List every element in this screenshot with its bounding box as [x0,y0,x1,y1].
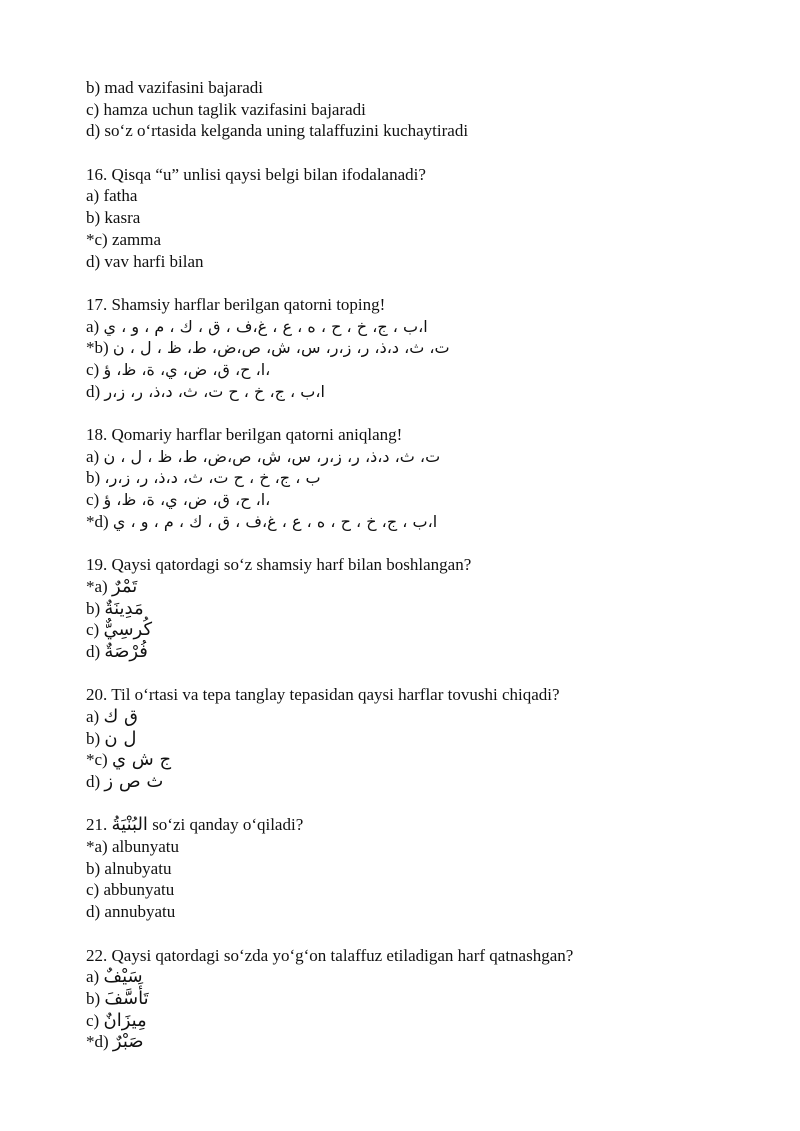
answer-option [86,1010,726,1032]
option-prefix: b) [86,468,101,488]
arabic-letters: ا،ب ، ج، خ ، ح ت، ث، د،ذ، ر، ز،ر [104,381,325,401]
question-number: 21. [86,815,108,835]
arabic-letters: ،ا، ح، ق، ض، ي، ة، ظ، ؤ [103,490,271,510]
option-prefix: c) [86,620,100,640]
answer-option-correct [86,749,726,771]
option-prefix: *d) [86,1032,109,1052]
question-text: 16. Qisqa “u” unlisi qaysi belgi bilan ifodalanadi? [86,164,426,184]
question-text: 22. Qaysi qatordagi so‘zda yo‘g‘on talaffuz etiladigan harf qatnashgan? [86,945,574,965]
arabic-word: البُنْيَةُ [111,814,148,836]
question-16 [86,164,726,272]
question-text: 18. Qomariy harflar berilgan qatorni aniqlang! [86,425,403,444]
answer-option [86,316,726,338]
answer-option: d) annubyatu [86,902,176,922]
question-text: 20. Til o‘rtasi va tepa tanglay tepasidan qaysi harflar tovushi chiqadi? [86,685,560,705]
arabic-letters: ت، ث، د،ذ، ر، ز،ر، س، ش، ص،ض، ط، ظ ، ل ، ن [103,446,441,466]
arabic-letters: ج ش ي [111,749,172,771]
arabic-word: مِيزَانٌ [103,1009,147,1031]
question-21 [86,814,726,922]
answer-option [86,467,726,489]
option-prefix: c) [86,359,100,379]
answer-option [86,706,726,728]
answer-option [86,966,726,988]
answer-option-correct [86,1031,726,1053]
answer-option: b) mad vazifasini bajaradi [86,78,264,97]
option-prefix: a) [86,967,100,987]
answer-option: b) kasra [86,208,141,228]
previous-question-tail [86,77,726,142]
question-18 [86,424,726,532]
answer-option [86,771,726,793]
arabic-word: سَيْفٌ [103,966,143,988]
option-prefix: *a) [86,576,108,596]
option-prefix: d) [86,381,101,401]
question-20 [86,684,726,792]
answer-option [86,446,726,468]
arabic-letters: ا،ب ، ج، خ ، ح ، ه ، ع ، غ،ف ، ق ، ك ، م ، و ، ي [112,511,438,531]
answer-option [86,619,726,641]
answer-option [86,489,726,511]
arabic-letters: ل ن [104,727,137,749]
question-text [86,814,726,836]
answer-option: a) fatha [86,186,138,206]
arabic-word: مَدِينَةٌ [104,597,144,619]
arabic-letters: ب ، ج، خ ، ح ت، ث، د،ذ، ر، ز،ر، [104,468,321,488]
option-prefix: a) [86,316,100,336]
arabic-letters: ت، ث، د،ذ، ر، ز،ر، س، ش، ص،ض، ط، ظ ، ل ، ن [112,338,450,358]
answer-option [86,381,726,403]
answer-option: c) abbunyatu [86,880,175,900]
option-prefix: b) [86,598,101,618]
answer-option [86,641,726,663]
option-prefix: b) [86,728,101,748]
answer-option-correct: *a) albunyatu [86,837,179,857]
question-22 [86,945,726,1053]
arabic-letters: ،ا، ح، ق، ض، ي، ة، ظ، ؤ [103,359,271,379]
answer-option-correct [86,511,726,533]
answer-option-correct: *c) zamma [86,229,162,249]
answer-option-correct [86,337,726,359]
answer-option-correct [86,576,726,598]
option-prefix: *b) [86,338,109,358]
arabic-word: تَمْرٌ [111,575,138,597]
quiz-page [86,77,726,1053]
option-prefix: b) [86,988,101,1008]
arabic-word: كُرسِيٌّ [103,619,153,641]
question-text: 17. Shamsiy harflar berilgan qatorni toping! [86,294,386,314]
answer-option: b) alnubyatu [86,858,172,878]
answer-option: d) so‘z o‘rtasida kelganda uning talaffuzini kuchaytiradi [86,121,469,141]
answer-option [86,359,726,381]
arabic-letters: ث ص ز [104,771,164,792]
question-19 [86,554,726,662]
question-rest: so‘zi qanday o‘qiladi? [152,815,304,835]
option-prefix: d) [86,772,101,791]
question-text: 19. Qaysi qatordagi so‘z shamsiy harf bilan boshlangan? [86,555,472,575]
option-prefix: c) [86,1010,100,1030]
answer-option [86,988,726,1010]
option-prefix: c) [86,490,100,510]
option-prefix: a) [86,706,100,726]
arabic-word: صَبْرٌ [112,1031,144,1053]
option-prefix: *c) [86,750,108,770]
question-17 [86,294,726,402]
answer-option [86,728,726,750]
answer-option: d) vav harfi bilan [86,251,204,271]
answer-option: c) hamza uchun taglik vazifasini bajaradi [86,99,366,119]
option-prefix: *d) [86,511,109,531]
arabic-letters: ا،ب ، ج، خ ، ح ، ه ، ع ، غ،ف ، ق ، ك ، م ، و ، ي [103,316,428,336]
answer-option [86,598,726,620]
arabic-letters: ق ك [103,705,138,727]
option-prefix: d) [86,641,101,661]
arabic-word: تَأَسَّفَ [104,987,149,1009]
option-prefix: a) [86,446,100,466]
arabic-word: فُرْصَةٌ [104,640,148,662]
